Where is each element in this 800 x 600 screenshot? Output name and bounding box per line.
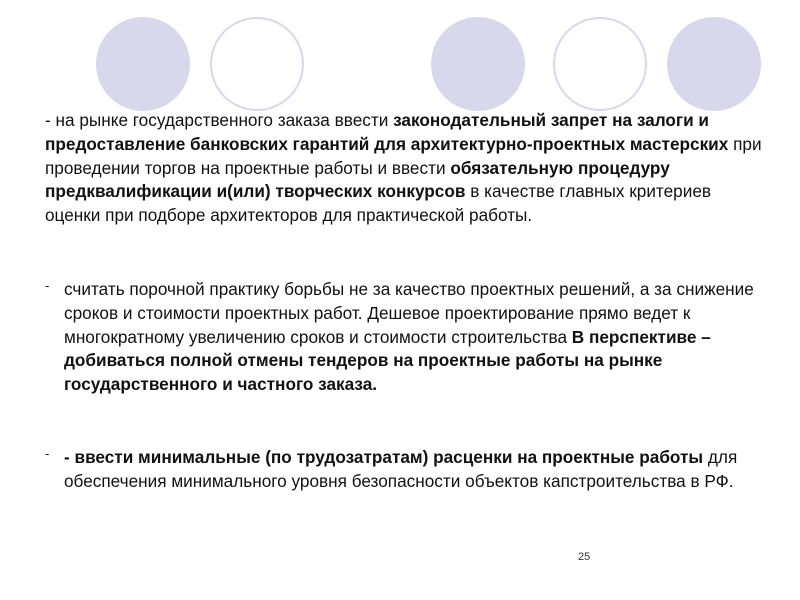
decorative-circle-3 <box>431 17 525 111</box>
paragraph-1-segment-5: в качестве главных критериев оценки при подборе архитекторов для практической работы. <box>45 181 712 226</box>
page-number: 25 <box>578 551 591 563</box>
paragraph-1-segment-3: при проведении торгов на проектные работы и ввести <box>45 133 762 178</box>
paragraph-2-segment-1: считать порочной практику борьбы не за качество проектных решений, а за снижение сроков и стоимости проектных работ. Дешевое проектирование прямо ведет к многократному увеличению сроков и стоимости строительства <box>64 279 754 347</box>
decorative-circle-2 <box>210 17 304 111</box>
paragraph-3-segment-1: - ввести минимальные (по трудозатратам) расценки на проектные работы <box>64 447 704 467</box>
paragraph-2-bullet: - <box>45 278 50 293</box>
paragraph-3-bullet: - <box>45 446 50 461</box>
paragraph-3 <box>64 446 764 494</box>
paragraph-2 <box>64 278 764 397</box>
paragraph-3-segment-2: для обеспечения минимального уровня безопасности объектов капстроительства в РФ. <box>64 447 738 491</box>
paragraph-2-segment-2: В перспективе – добиваться полной отмены тендеров на проектные работы на рынке государственного и частного заказа. <box>64 326 711 395</box>
decorative-circle-1 <box>96 17 190 111</box>
paragraph-1-segment-2: законодательный запрет на залоги и предоставление банковских гарантий для архитектурно-проектных мастерских <box>45 110 729 154</box>
paragraph-1-segment-1: - на рынке государственного заказа ввести <box>45 110 394 130</box>
paragraph-1-segment-4: обязательную процедуру предквалификации и(или) творческих конкурсов <box>45 157 670 202</box>
decorative-circle-4 <box>553 17 647 111</box>
decorative-circle-5 <box>667 17 761 111</box>
paragraph-1 <box>45 109 765 228</box>
